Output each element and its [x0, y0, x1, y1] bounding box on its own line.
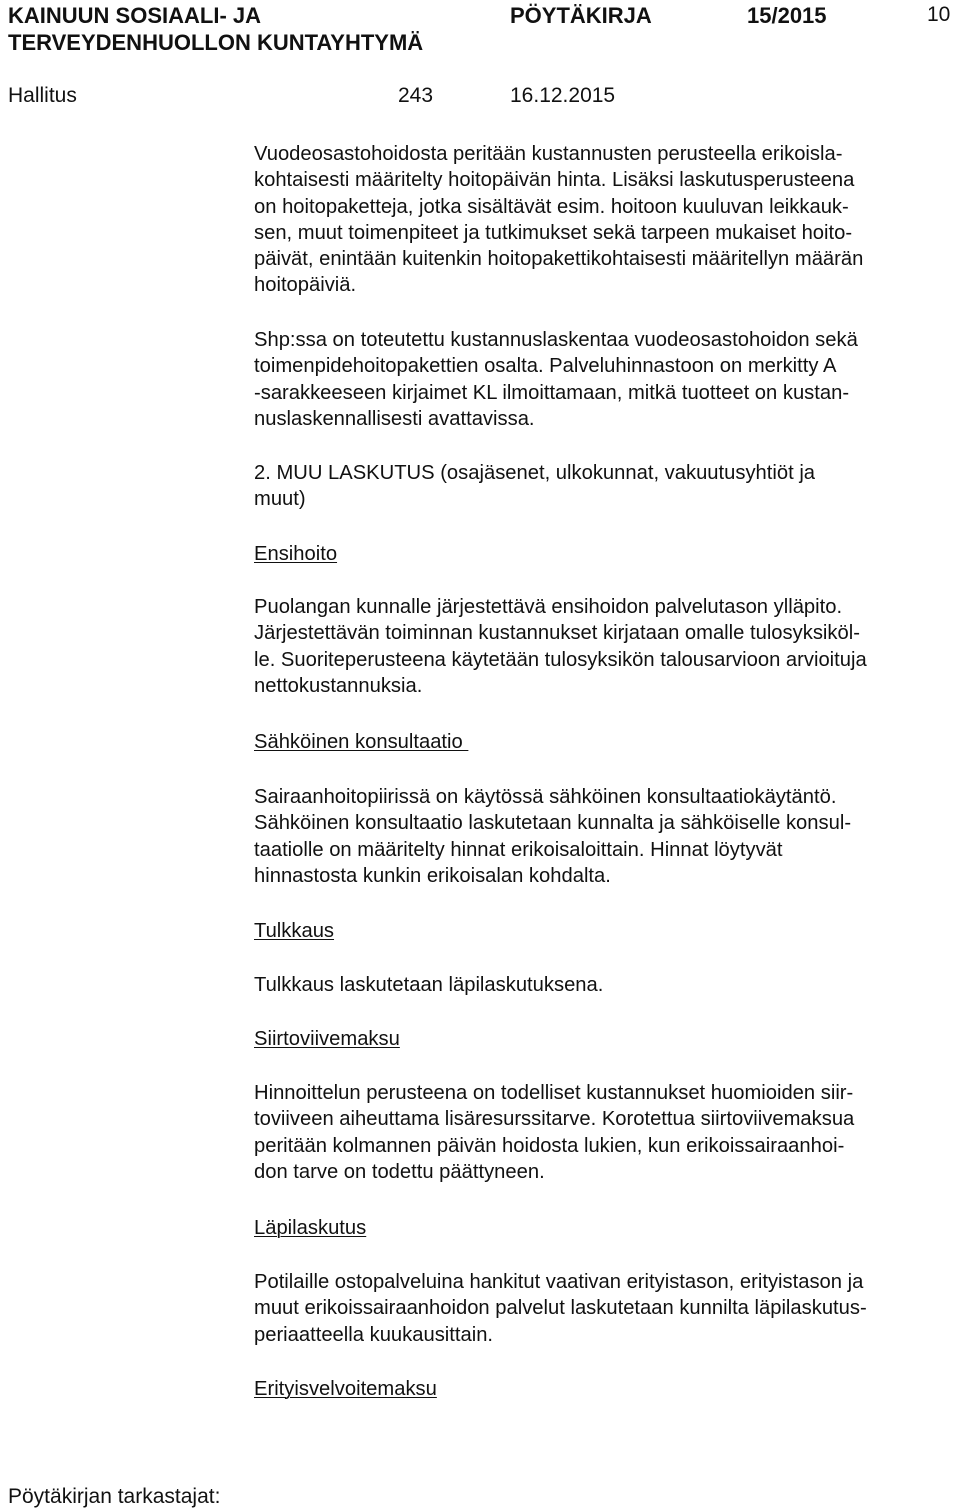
paragraph-konsultaatio	[254, 784, 851, 889]
paragraph-line: Puolangan kunnalle järjestettävä ensihoidon palvelutason ylläpito.	[254, 596, 843, 618]
organization-name-line2: TERVEYDENHUOLLON KUNTAYHTYMÄ	[8, 30, 424, 55]
paragraph-ensihoito	[254, 594, 867, 699]
paragraph-line: nuslaskennallisesti avattavissa.	[254, 407, 535, 430]
paragraph-line: don tarve on todettu päättyneen.	[254, 1160, 545, 1183]
paragraph-line: päivät, enintään kuitenkin hoitopakettikohtaisesti määritellyn määrän	[254, 248, 864, 271]
paragraph-line: hoitopäiviä.	[254, 274, 357, 297]
paragraph-line: taatiolle on määritelty hinnat erikoisaloittain. Hinnat löytyvät	[254, 838, 783, 861]
subheading-tulkkaus: Tulkkaus	[254, 920, 335, 942]
paragraph-line: on hoitopaketteja, jotka sisältävät esim. hoitoon kuuluvan leikkauk-	[254, 195, 849, 218]
meeting-date: 16.12.2015	[510, 84, 616, 107]
paragraph-line: Vuodeosastohoidosta peritään kustannusten perusteella erikoisla-	[254, 143, 843, 165]
paragraph-line: toviiveen aiheuttama lisäresurssitarve. Korotettua siirtoviivemaksua	[254, 1108, 855, 1131]
paragraph-line: Potilaille ostopalveluina hankitut vaativan erityistason, erityistason ja	[254, 1271, 864, 1293]
paragraph-line: kohtaisesti määritelty hoitopäivän hinta. Lisäksi laskutusperusteena	[254, 169, 855, 192]
document-number: 15/2015	[747, 3, 827, 28]
paragraph-line: -sarakkeeseen kirjaimet KL ilmoittamaan, mitkä tuotteet on kustan-	[254, 381, 850, 404]
paragraph-line: Järjestettävän toiminnan kustannukset kirjataan omalle tulosyksiköl-	[254, 622, 860, 645]
subheading-siirtoviivemaksu: Siirtoviivemaksu	[254, 1028, 400, 1050]
paragraph-line: le. Suoriteperusteena käytetään tulosyksikön talousarvioon arvioituja	[254, 648, 867, 671]
paragraph-lapilaskutus	[254, 1269, 867, 1348]
paragraph-line: Shp:ssa on toteutettu kustannuslaskentaa vuodeosastohoidon sekä	[254, 329, 858, 351]
section-number: 243	[398, 84, 434, 107]
paragraph-line: peritään kolmannen päivän hoidosta lukien, kun erikoissairaanhoi-	[254, 1134, 845, 1157]
subheading-lapilaskutus: Läpilaskutus	[254, 1217, 367, 1239]
paragraph-line: Hinnoittelun perusteena on todelliset kustannukset huomioiden siir-	[254, 1082, 854, 1104]
paragraph-siirtoviivemaksu	[254, 1080, 854, 1185]
paragraph-line: sen, muut toimenpiteet ja tutkimukset sekä tarpeen mukaiset hoito-	[254, 221, 853, 244]
minutes-checkers-label: Pöytäkirjan tarkastajat:	[8, 1485, 221, 1508]
section-heading-muu-laskutus	[254, 460, 815, 513]
paragraph-line: muut erikoissairaanhoidon palvelut laskutetaan kunnilta läpilaskutus-	[254, 1297, 867, 1320]
subheading-sahkoinen-konsultaatio: Sähköinen konsultaatio	[254, 731, 469, 753]
subheading-ensihoito: Ensihoito	[254, 543, 338, 565]
paragraph-line: periaatteella kuukausittain.	[254, 1323, 494, 1346]
paragraph-line: nettokustannuksia.	[254, 674, 423, 697]
body-name: Hallitus	[8, 84, 77, 107]
document-body	[254, 141, 863, 299]
paragraph-line: 2. MUU LASKUTUS (osajäsenet, ulkokunnat, vakuutusyhtiöt ja	[254, 462, 816, 484]
paragraph-kustannuslaskenta	[254, 327, 858, 432]
paragraph-line: Sähköinen konsultaatio laskutetaan kunnalta ja sähköiselle konsul-	[254, 812, 852, 835]
organization-name-line1: KAINUUN SOSIAALI- JA	[8, 3, 262, 28]
paragraph-line: toimenpidehoitopakettien osalta. Palveluhinnastoon on merkitty A	[254, 355, 837, 378]
paragraph-line: Tulkkaus laskutetaan läpilaskutuksena.	[254, 974, 604, 996]
document-type: PÖYTÄKIRJA	[510, 3, 652, 28]
page-number: 10	[927, 3, 951, 26]
paragraph-tulkkaus	[254, 972, 603, 998]
paragraph-line: muut)	[254, 488, 306, 511]
paragraph-line: Sairaanhoitopiirissä on käytössä sähköinen konsultaatiokäytäntö.	[254, 786, 837, 808]
paragraph-line: hinnastosta kunkin erikoisalan kohdalta.	[254, 864, 611, 887]
subheading-erityisvelvoitemaksu: Erityisvelvoitemaksu	[254, 1378, 437, 1400]
